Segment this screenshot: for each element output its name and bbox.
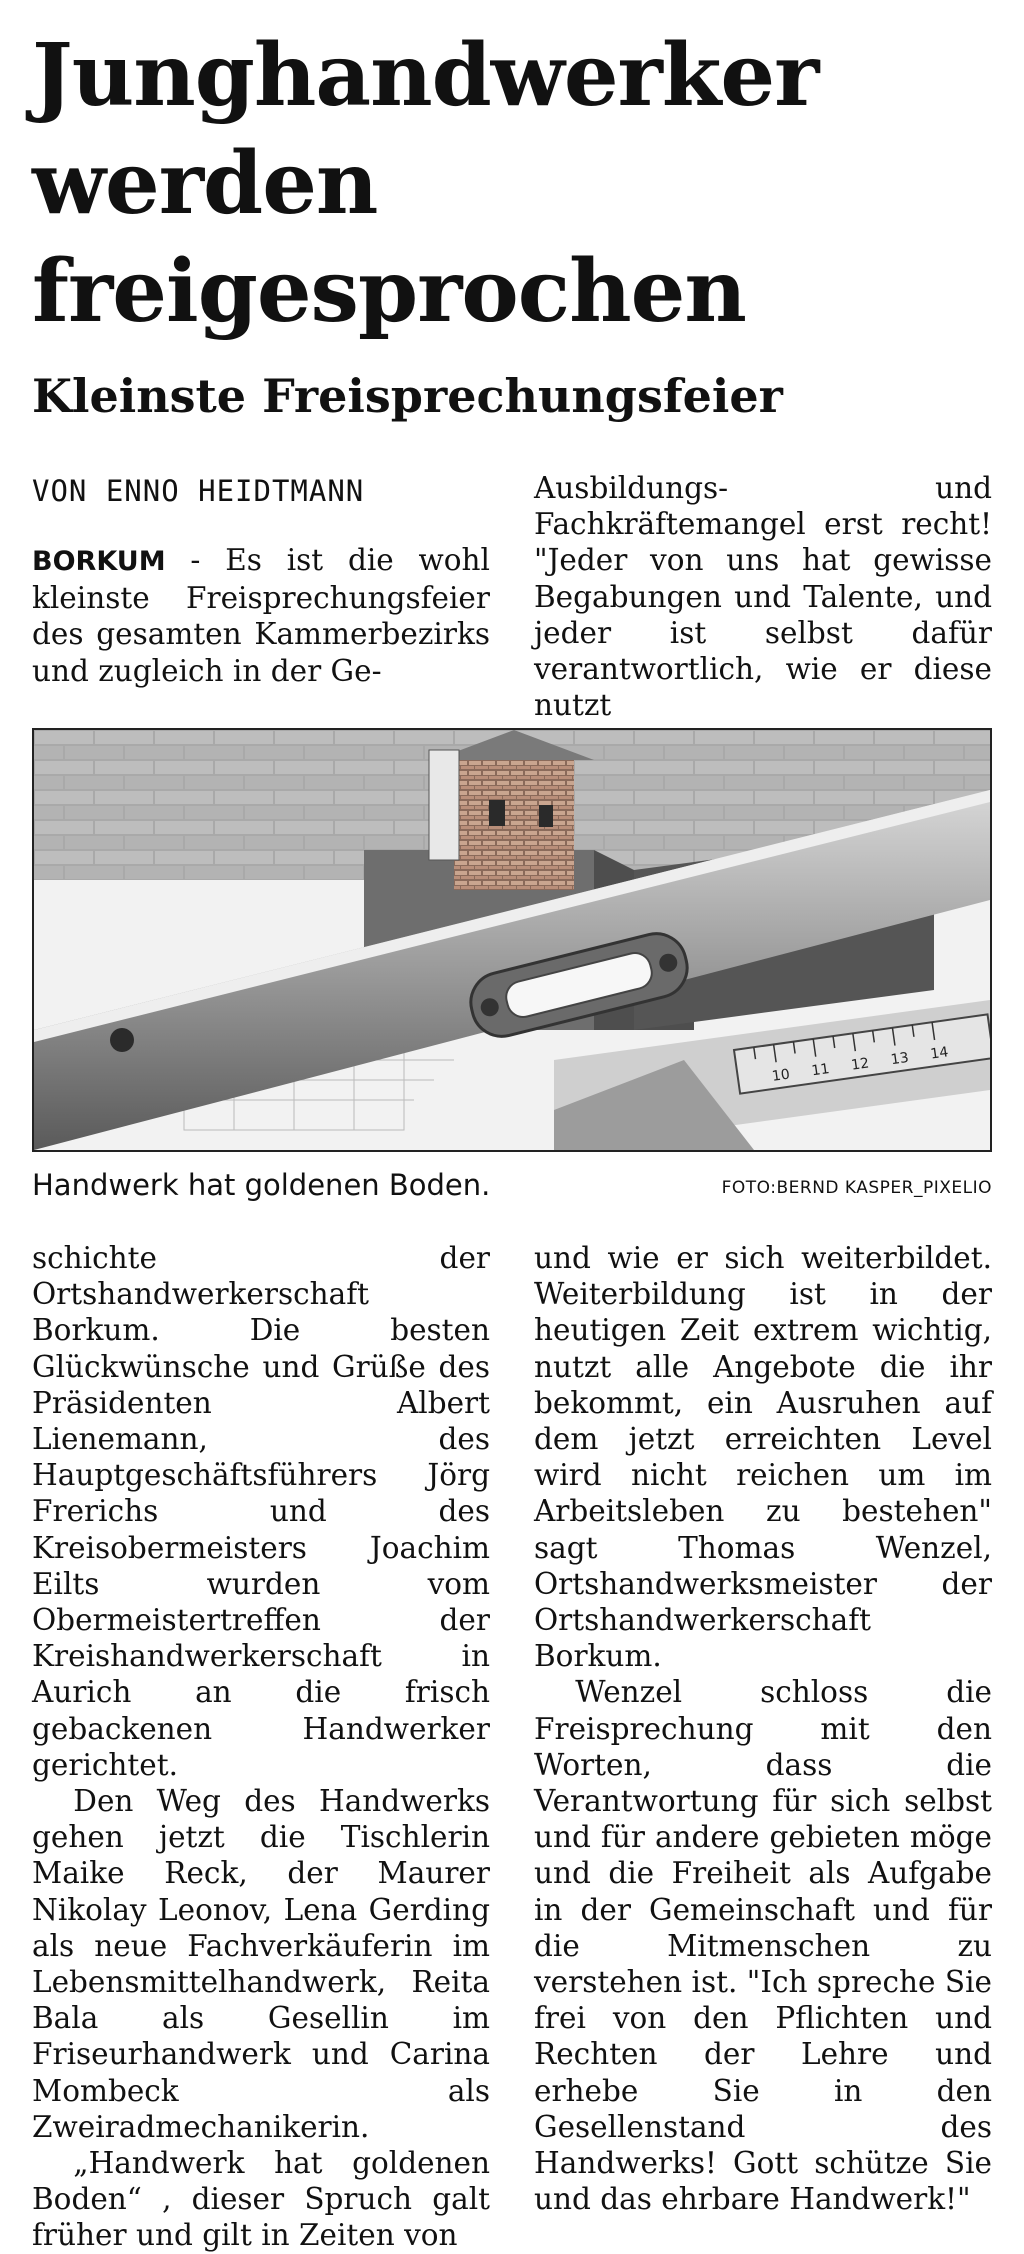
photo-caption: Handwerk hat goldenen Boden.	[32, 1168, 491, 1202]
paragraph: Den Weg des Handwerks gehen jetzt die Tischlerin Maike Reck, der Maurer Nikolay Leonov, Lena Gerding als neue Fachverkäuferin im Lebensmittelhandwerk, Reita Bala als Gesellin im Friseurhandwerk und Carina Mombeck als Zweiradmechanikerin.	[32, 1784, 490, 2144]
paragraph: Ausbildungs- und Fachkräftemangel erst recht! "Jeder von uns hat gewisse Begabungen und Talente, und jeder ist selbst dafür verantwortlich, wie er diese nutzt	[534, 471, 992, 723]
paragraph: Wenzel schloss die Freisprechung mit den Worten, dass die Verantwortung für sich selbst und für andere gebieten möge und die Freiheit als Aufgabe in der Gemeinschaft und für die Mitmenschen zu verstehen ist. "Ich spreche Sie frei von den Pflichten und Rechten der Lehre und erhebe Sie in den Gesellenstand des Handwerks! Gott schütze Sie und das ehrbare Handwerk!"	[534, 1675, 992, 2217]
headline	[32, 22, 992, 346]
lead-text: - Es ist die wohl kleinste Freisprechungsfeier des gesamten Kammerbezirks und zugleich in der Ge-	[32, 543, 490, 688]
headline-line: Junghandwerker	[32, 25, 819, 126]
paragraph: schichte der Ortshandwerkerschaft Borkum. Die besten Glückwünsche und Grüße des Präsidenten Albert Lienemann, des Hauptgeschäftsführers Jörg Frerichs und des Kreisobermeisters Joachim Eilts wurden vom Obermeistertreffen der Kreishandwerkerschaft in Aurich an die frisch gebackenen Handwerker gerichtet.	[32, 1241, 490, 1782]
ruler-number: 12	[850, 1055, 871, 1074]
spirit-level-photo	[34, 730, 990, 1150]
photo-credit: FOTO:BERND KASPER_PIXELIO	[721, 1178, 992, 1198]
byline: VON ENNO HEIDTMANN	[32, 474, 365, 508]
subheadline: Kleinste Freisprechungsfeier	[32, 369, 783, 423]
ruler-number: 10	[771, 1066, 791, 1085]
column-top-left	[32, 542, 490, 689]
column-bottom-left	[32, 1240, 490, 2254]
paragraph: „Handwerk hat goldenen Boden“ , dieser Spruch galt früher und gilt in Zeiten von	[32, 2146, 490, 2253]
column-top-right	[534, 470, 992, 723]
article-photo	[32, 728, 992, 1152]
headline-line: freigesprochen	[32, 241, 746, 342]
ruler-number: 14	[929, 1044, 950, 1063]
headline-line: werden	[32, 133, 378, 234]
paragraph: und wie er sich weiterbildet. Weiterbildung ist in der heutigen Zeit extrem wichtig, nutzt alle Angebote die ihr bekommt, ein Ausruhen auf dem jetzt erreichten Level wird nicht reichen um im Arbeitsleben zu bestehen" sagt Thomas Wenzel, Ortshandwerksmeister der Ortshandwerkerschaft Borkum.	[534, 1241, 992, 1674]
ruler-number: 13	[889, 1049, 910, 1069]
dateline: BORKUM	[32, 546, 166, 577]
lead-paragraph	[32, 542, 490, 689]
ruler-number: 11	[810, 1060, 831, 1080]
column-bottom-right	[534, 1240, 992, 2217]
